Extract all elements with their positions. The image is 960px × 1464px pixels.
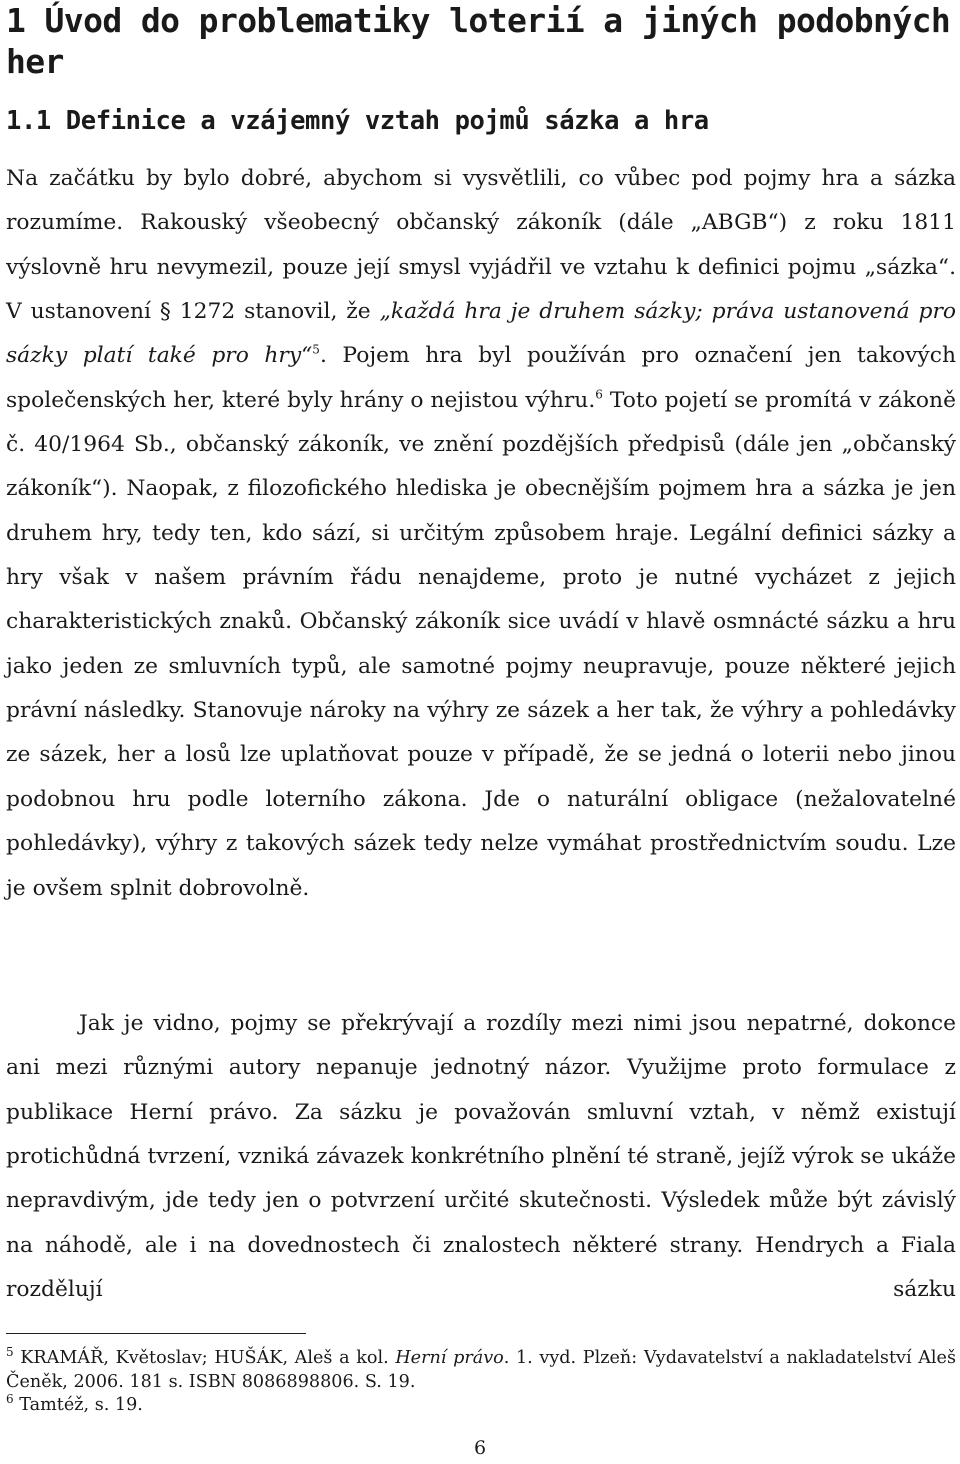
footnote-5-number: 5	[6, 1345, 14, 1360]
footnote-divider	[6, 1333, 306, 1334]
footnote-ref-5[interactable]: 5	[312, 343, 320, 358]
section-sign: §	[159, 299, 171, 325]
paragraph-1-text-c: . Pojem hra byl používán pro označení jen takových společenských her, které byly hrány o nejistou výhru.	[6, 343, 956, 413]
footnote-ref-6[interactable]: 6	[595, 387, 603, 402]
page-number: 6	[473, 1437, 487, 1459]
legal-quote: „každá hra je druhem sázky; práva ustanovená pro sázky platí také pro hry“	[6, 299, 956, 369]
section-heading: 1.1 Definice a vzájemný vztah pojmů sázka a hra	[6, 106, 709, 136]
paragraph-1	[6, 157, 956, 911]
footnote-5-text-a: KRAMÁŘ, Květoslav; HUŠÁK, Aleš a kol.	[13, 1348, 396, 1368]
footnote-6-text: Tamtéž, s. 19.	[13, 1395, 143, 1415]
paragraph-1-text-d: Toto pojetí se promítá v zákoně č. 40/1964 Sb., občanský zákoník, ve znění pozdějších předpisů (dále jen „občanský zákoník“). Naopak, z filozofického hlediska je obecnějším pojmem hra a sázka je jen druhem hry, tedy ten, kdo sází, si určitým způsobem hraje. Legální definici sázky a hry však v našem právním řádu nenajdeme, proto je nutné vycházet z jejich charakteristických znaků. Občanský zákoník sice uvádí v hlavě osmnácté sázku a hru jako jeden ze smluvních typů, ale samotné pojmy neupravuje, pouze některé jejich právní následky. Stanovuje nároky na výhry ze sázek a her tak, že výhry a pohledávky ze sázek, her a losů lze uplatňovat pouze v případě, že se jedná o loterii nebo jinou podobnou hru podle loterního zákona. Jde o naturální obligace (nežalovatelné pohledávky), výhry z takových sázek tedy nelze vymáhat prostřednictvím soudu. Lze je ovšem splnit dobrovolně.	[6, 387, 956, 901]
paragraph-1-text-a: Na začátku by bylo dobré, abychom si vysvětlili, co vůbec pod pojmy hra a sázka rozumíme. Rakouský všeobecný občanský zákoník (dále „ABGB“) z roku 1811 výslovně hru nevymezil, pouze její smysl vyjádřil ve vztahu k definici pojmu „sázka“. V ustanovení	[6, 166, 956, 325]
footnote-6-number: 6	[6, 1392, 14, 1407]
footnote-5	[6, 1347, 956, 1394]
chapter-heading: 1 Úvod do problematiky loterií a jiných podobných her	[6, 1, 951, 81]
footnote-5-title: Herní právo	[395, 1348, 504, 1368]
paragraph-1-text-b: 1272 stanovil, že	[170, 299, 380, 325]
footnote-6	[6, 1394, 956, 1418]
paragraph-2: Jak je vidno, pojmy se překrývají a rozdíly mezi nimi jsou nepatrné, dokonce ani mezi různými autory nepanuje jednotný názor. Využijme proto formulace z publikace Herní právo. Za sázku je považován smluvní vztah, v němž existují protichůdná tvrzení, vzniká závazek konkrétního plnění té straně, jejíž výrok se ukáže nepravdivým, jde tedy jen o potvrzení určité skutečnosti. Výsledek může být závislý na náhodě, ale i na dovednostech či znalostech některé strany. Hendrych a Fiala rozdělují sázku	[6, 1011, 956, 1303]
footnote-5-text-b: . 1. vyd. Plzeň: Vydavatelství a nakladatelství Aleš Čeněk, 2006. 181 s. ISBN 8086898806. S. 19.	[6, 1348, 956, 1392]
footnotes	[6, 1347, 956, 1418]
